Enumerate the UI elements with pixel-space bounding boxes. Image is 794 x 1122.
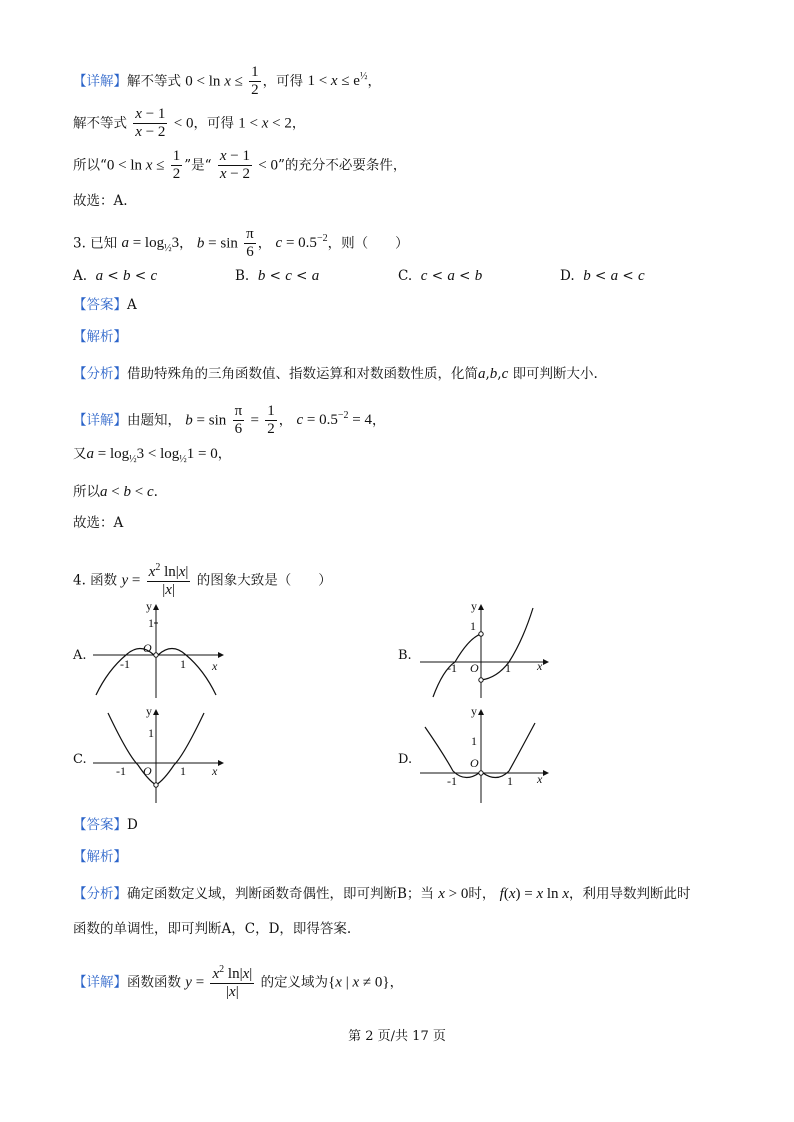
svg-text:1: 1 (148, 616, 154, 630)
svg-text:1: 1 (507, 774, 513, 788)
svg-text:y: y (471, 600, 477, 613)
solution-line-1: 【详解】解不等式 0 < ln x ≤ $\frac{1}{2}$ ，可得 $1 < x \le e^{\frac{1}{2}}$， (73, 64, 381, 99)
question-3-stem: 3. 已知 $a = \log_{\frac{1}{2}}3$， b = sin $\frac{\pi}{6}$ ， $c = 0.5^{-2}$，则（ ） (73, 226, 409, 261)
option-c: C. c < a < b (398, 268, 483, 284)
option-a: A. a < b < c (73, 268, 158, 284)
q3-detail-3: 所以a < b < c. (73, 484, 158, 500)
q3-detail-2: 又$a = \log_{\frac{1}{2}}3 < \log_{\frac{1}{2}}1 = 0$， (73, 446, 232, 465)
option-b: B. b < c < a (235, 268, 320, 284)
graph-label-c: C. (73, 752, 87, 767)
svg-text:y: y (471, 705, 477, 718)
graph-b (415, 600, 555, 700)
svg-text:-1: -1 (120, 657, 130, 671)
option-d: D. b < a < c (560, 268, 645, 284)
solution-line-2: 解不等式 $\frac{x - 1}{x - 2}$ < 0，可得 1 < x < 2， (73, 106, 306, 141)
q3-conclusion: 故选：A (73, 515, 124, 531)
svg-text:x: x (537, 772, 543, 786)
svg-text:O: O (470, 756, 479, 770)
graph-d (415, 705, 555, 805)
graph-c (88, 705, 228, 805)
page-footer: 第 2 页/共 17 页 (348, 1029, 446, 1044)
solution-line-3: 所以“0 < ln x ≤ $\frac{1}{2}$ ”是“ $\frac{x - 1}{x - 2}$ < 0”的充分不必要条件， (73, 148, 407, 183)
graph-a (88, 600, 228, 700)
svg-text:y: y (146, 600, 152, 613)
q4-fenxi-2: 函数的单调性，即可判断A，C，D，即得答案. (73, 921, 352, 937)
svg-text:x: x (537, 659, 543, 673)
q4-answer: 【答案】D (73, 817, 138, 833)
q4-fenxi: 【分析】确定函数定义域，判断函数奇偶性，即可判断B；当 x > 0时， f(x) = x ln x，利用导数判断此时 (73, 886, 691, 902)
q3-detail: 【详解】由题知， b = sin $\frac{\pi}{6}$ = $\frac{1}{2}$ ， $c = 0.5^{-2} = 4$， (73, 403, 386, 438)
svg-text:1: 1 (180, 657, 186, 671)
detail-tag: 【详解】 (73, 73, 127, 90)
svg-text:x: x (212, 659, 218, 673)
solution-conclusion: 故选：A. (73, 193, 128, 209)
graph-label-b: B. (398, 648, 412, 663)
svg-text:O: O (143, 641, 152, 655)
q3-fenxi: 【分析】借助特殊角的三角函数值、指数运算和对数函数性质，化简a,b,c 即可判断大小. (73, 366, 598, 382)
svg-text:O: O (470, 661, 479, 675)
svg-text:-1: -1 (116, 764, 126, 778)
svg-text:x: x (212, 764, 218, 778)
q4-analysis-tag: 【解析】 (73, 849, 127, 865)
question-4-stem: 4. 函数 y = $\frac{x^2 \ln|x|}{|x|}$ 的图象大致是（ ） (73, 562, 332, 599)
svg-text:1: 1 (471, 734, 477, 748)
svg-text:1: 1 (470, 619, 476, 633)
q3-answer: 【答案】A (73, 297, 137, 313)
svg-text:O: O (143, 764, 152, 778)
svg-text:1: 1 (180, 764, 186, 778)
graph-label-d: D. (398, 752, 413, 767)
svg-text:1: 1 (505, 661, 511, 675)
svg-text:-1: -1 (447, 661, 457, 675)
svg-text:1: 1 (148, 726, 154, 740)
svg-text:y: y (146, 705, 152, 718)
svg-text:-1: -1 (447, 774, 457, 788)
q3-analysis-tag: 【解析】 (73, 329, 127, 345)
graph-label-a: A. (73, 648, 87, 663)
q4-detail: 【详解】函数函数 y = $\frac{x^2 \ln|x|}{|x|}$ 的定义域为{x | x ≠ 0}， (73, 964, 404, 1001)
